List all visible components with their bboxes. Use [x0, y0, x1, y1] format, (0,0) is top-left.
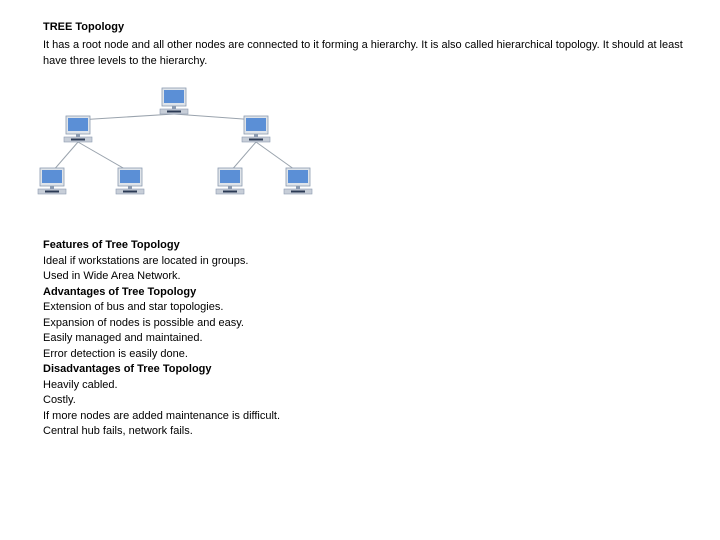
computer-icon [284, 168, 312, 194]
computer-icon [242, 116, 270, 142]
list-item: Central hub fails, network fails. [43, 425, 193, 437]
list-item: Error detection is easily done. [43, 347, 188, 360]
network-link [230, 142, 256, 172]
network-nodes [38, 88, 312, 194]
list-item: Easily managed and maintained. [43, 332, 203, 344]
list-item: If more nodes are added maintenance is difficult. [43, 409, 281, 422]
intro-paragraph: It has a root node and all other nodes are connected to it forming a hierarchy. It is also called hierarchical topology. It should at least have three levels to the hierarchy. [43, 39, 683, 67]
computer-icon [116, 168, 144, 194]
list-item: Costly. [43, 394, 76, 406]
computer-icon [64, 116, 92, 142]
network-link [52, 142, 78, 172]
tree-topology-diagram [34, 84, 324, 204]
computer-icon [160, 88, 188, 114]
computer-icon [38, 168, 66, 194]
page-title: TREE Topology [43, 21, 125, 33]
section-heading: Disadvantages of Tree Topology [43, 363, 212, 375]
network-link [78, 114, 174, 120]
topology-details [43, 238, 643, 440]
section-heading: Features of Tree Topology [43, 239, 180, 251]
list-item: Used in Wide Area Network. [43, 270, 181, 282]
section-heading: Advantages of Tree Topology [43, 285, 197, 298]
list-item: Expansion of nodes is possible and easy. [43, 316, 244, 329]
network-link [256, 142, 298, 172]
list-item: Heavily cabled. [43, 378, 118, 391]
list-item: Ideal if workstations are located in groups. [43, 254, 249, 267]
network-link [78, 142, 130, 172]
computer-icon [216, 168, 244, 194]
list-item: Extension of bus and star topologies. [43, 301, 224, 313]
